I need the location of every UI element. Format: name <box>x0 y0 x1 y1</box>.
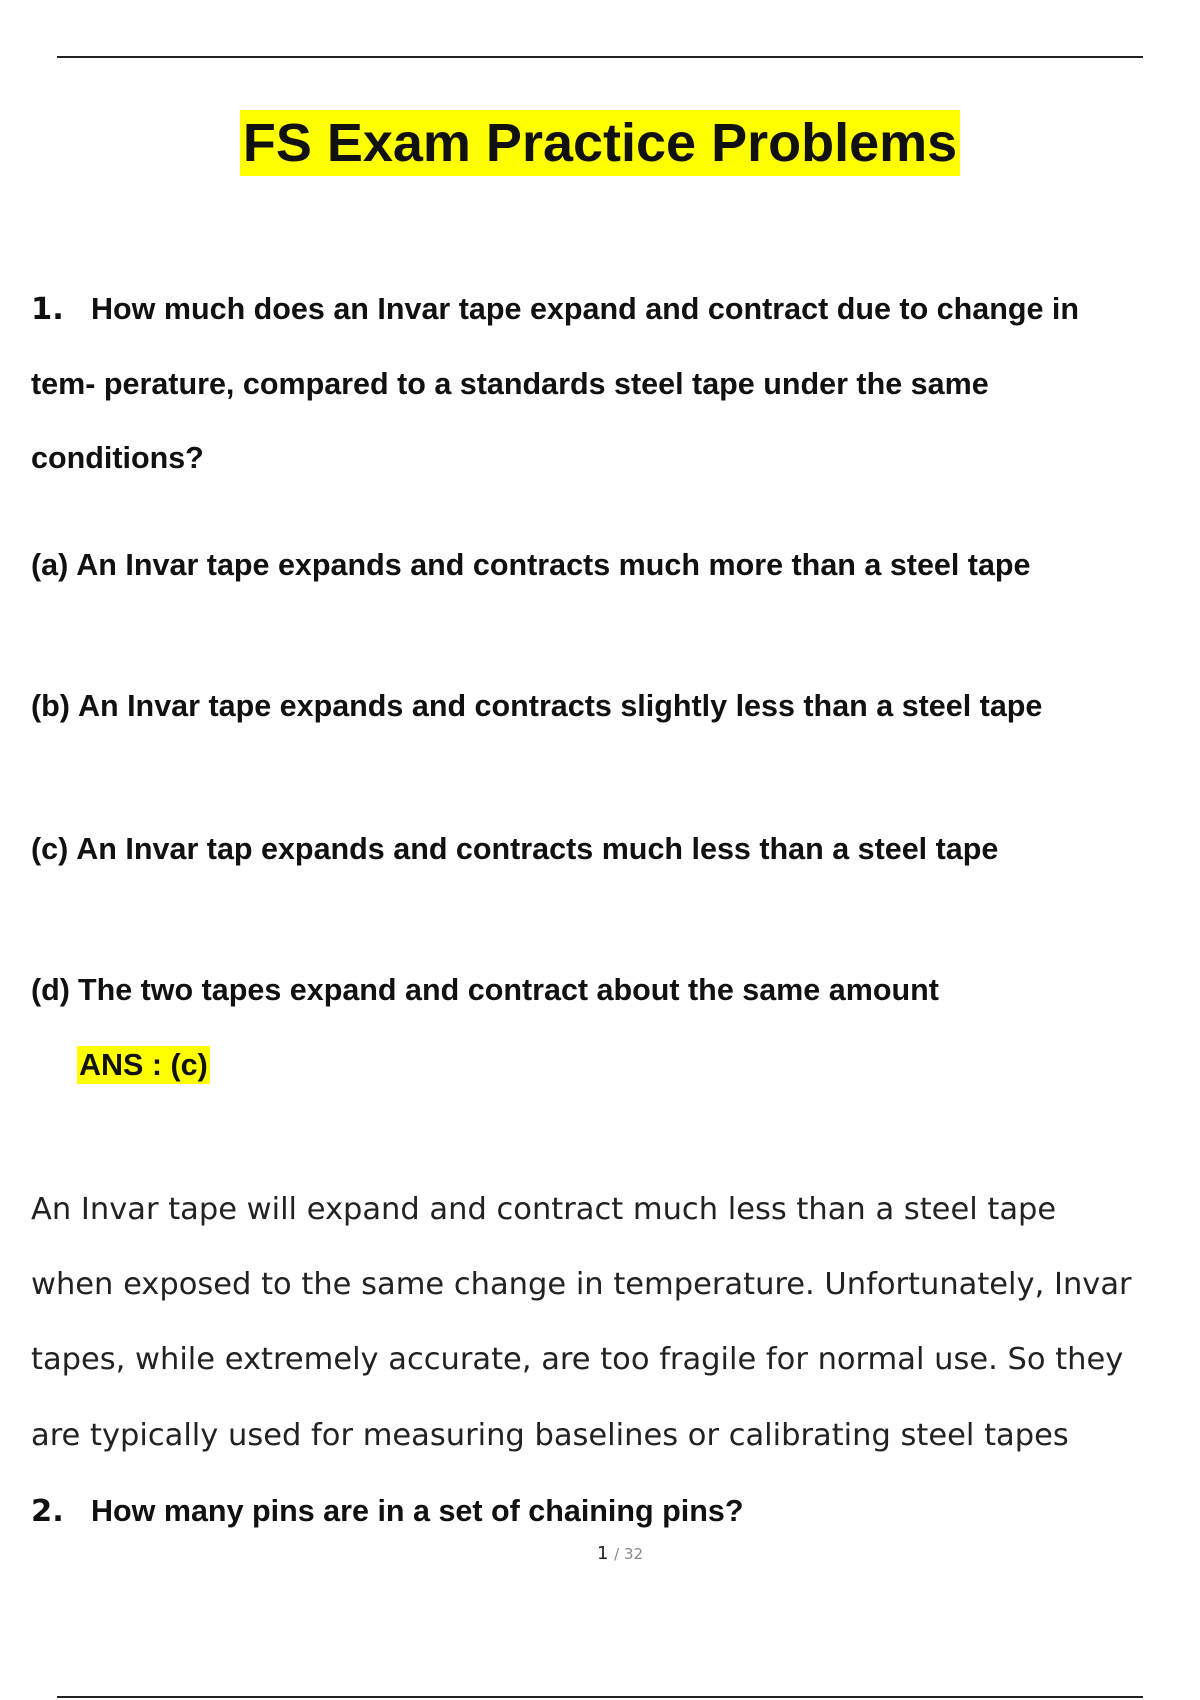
question-1-line-2 <box>31 366 989 402</box>
option-b-letter: (b) <box>31 689 70 723</box>
title-container <box>0 110 1200 176</box>
option-a-letter: (a) <box>31 548 69 582</box>
question-1-text-line-2: tem- perature, compared to a standards steel tape under the same <box>31 367 989 401</box>
question-2-number: 2. <box>31 1494 64 1529</box>
page-total: / 32 <box>614 1545 644 1563</box>
question-2-line-1 <box>31 1493 743 1530</box>
question-2-text-line-1: How many pins are in a set of chaining pins? <box>91 1494 744 1528</box>
option-d-letter: (d) <box>31 973 70 1007</box>
option-a <box>31 547 1031 583</box>
answer-badge: ANS : (c) <box>79 1048 208 1082</box>
question-1-text-line-3: conditions? <box>31 441 204 475</box>
option-c-letter: (c) <box>31 832 69 866</box>
option-a-text: An Invar tape expands and contracts much more than a steel tape <box>76 548 1031 582</box>
option-d-text: The two tapes expand and contract about the same amount <box>77 973 939 1007</box>
question-1-text-line-1: How much does an Invar tape expand and contract due to change in <box>91 292 1080 326</box>
page-title: FS Exam Practice Problems <box>240 110 960 176</box>
question-1-line-1 <box>31 291 1079 328</box>
bottom-divider <box>57 1696 1143 1698</box>
explanation-line-4: are typically used for measuring baselines or calibrating steel tapes <box>31 1418 1069 1453</box>
page-current: 1 <box>596 1543 609 1564</box>
explanation-line-3: tapes, while extremely accurate, are too fragile for normal use. So they <box>31 1342 1124 1377</box>
option-c-text: An Invar tap expands and contracts much less than a steel tape <box>76 832 999 866</box>
option-d <box>31 972 939 1008</box>
page-indicator <box>0 1543 1200 1564</box>
explanation-line-2: when exposed to the same change in temperature. Unfortunately, Invar <box>31 1267 1132 1302</box>
option-b <box>31 688 1042 724</box>
question-1-number: 1. <box>31 292 64 327</box>
explanation-line-1: An Invar tape will expand and contract much less than a steel tape <box>31 1192 1057 1227</box>
top-divider <box>57 56 1143 58</box>
option-b-text: An Invar tape expands and contracts slightly less than a steel tape <box>77 689 1043 723</box>
option-c <box>31 831 998 867</box>
question-1-line-3 <box>31 440 204 476</box>
